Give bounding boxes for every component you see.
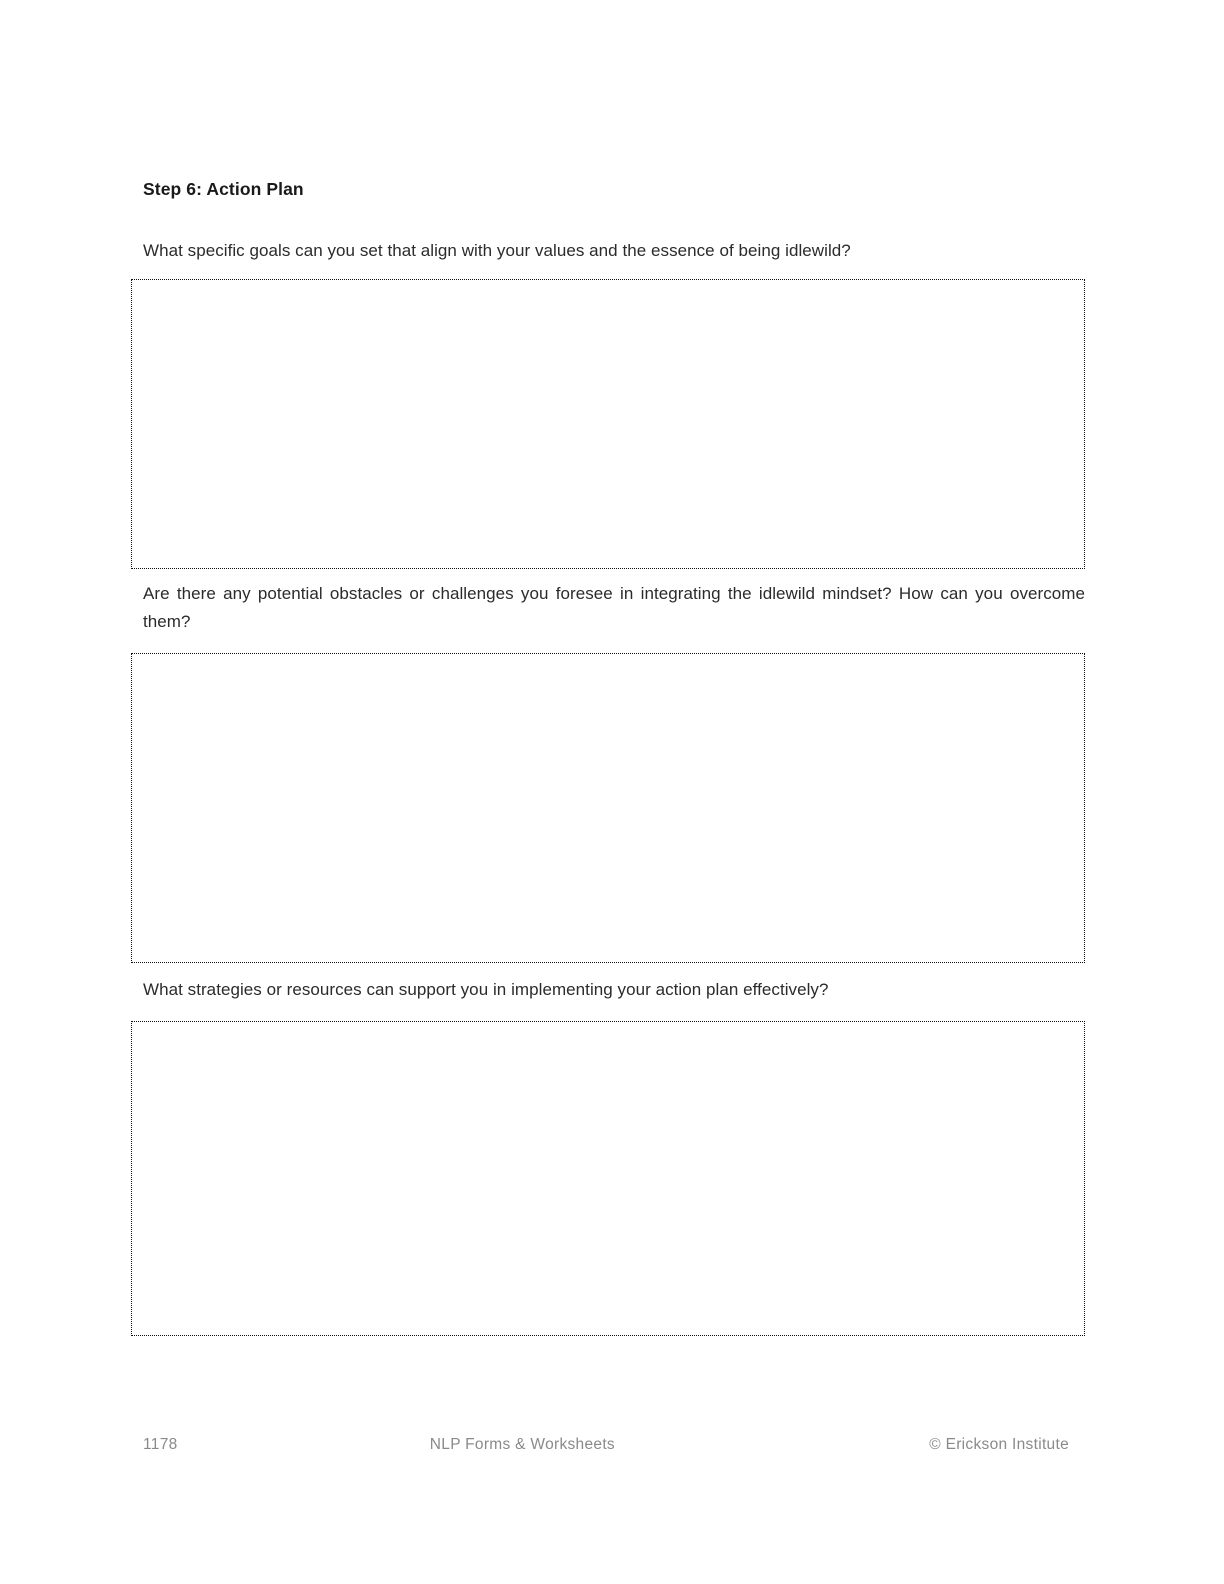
footer-page-number: 1178 bbox=[143, 1436, 178, 1453]
question-label-2: Are there any potential obstacles or challenges you foresee in integrating the idlewild mindset? How can you overcome them? bbox=[143, 583, 1085, 631]
answer-input-2[interactable] bbox=[131, 653, 1085, 963]
page-title: Step 6: Action Plan bbox=[143, 179, 304, 199]
worksheet-content bbox=[143, 178, 1085, 1336]
footer-copyright: © Erickson Institute bbox=[929, 1436, 1069, 1453]
footer-title: NLP Forms & Worksheets bbox=[429, 1436, 615, 1453]
question-label-3: What strategies or resources can support you in implementing your action plan effectively? bbox=[143, 979, 829, 999]
answer-input-3[interactable] bbox=[131, 1021, 1085, 1336]
answer-input-1[interactable] bbox=[131, 279, 1085, 569]
page-footer bbox=[143, 1436, 1069, 1454]
question-label-1: What specific goals can you set that align with your values and the essence of being idlewild? bbox=[143, 240, 851, 260]
